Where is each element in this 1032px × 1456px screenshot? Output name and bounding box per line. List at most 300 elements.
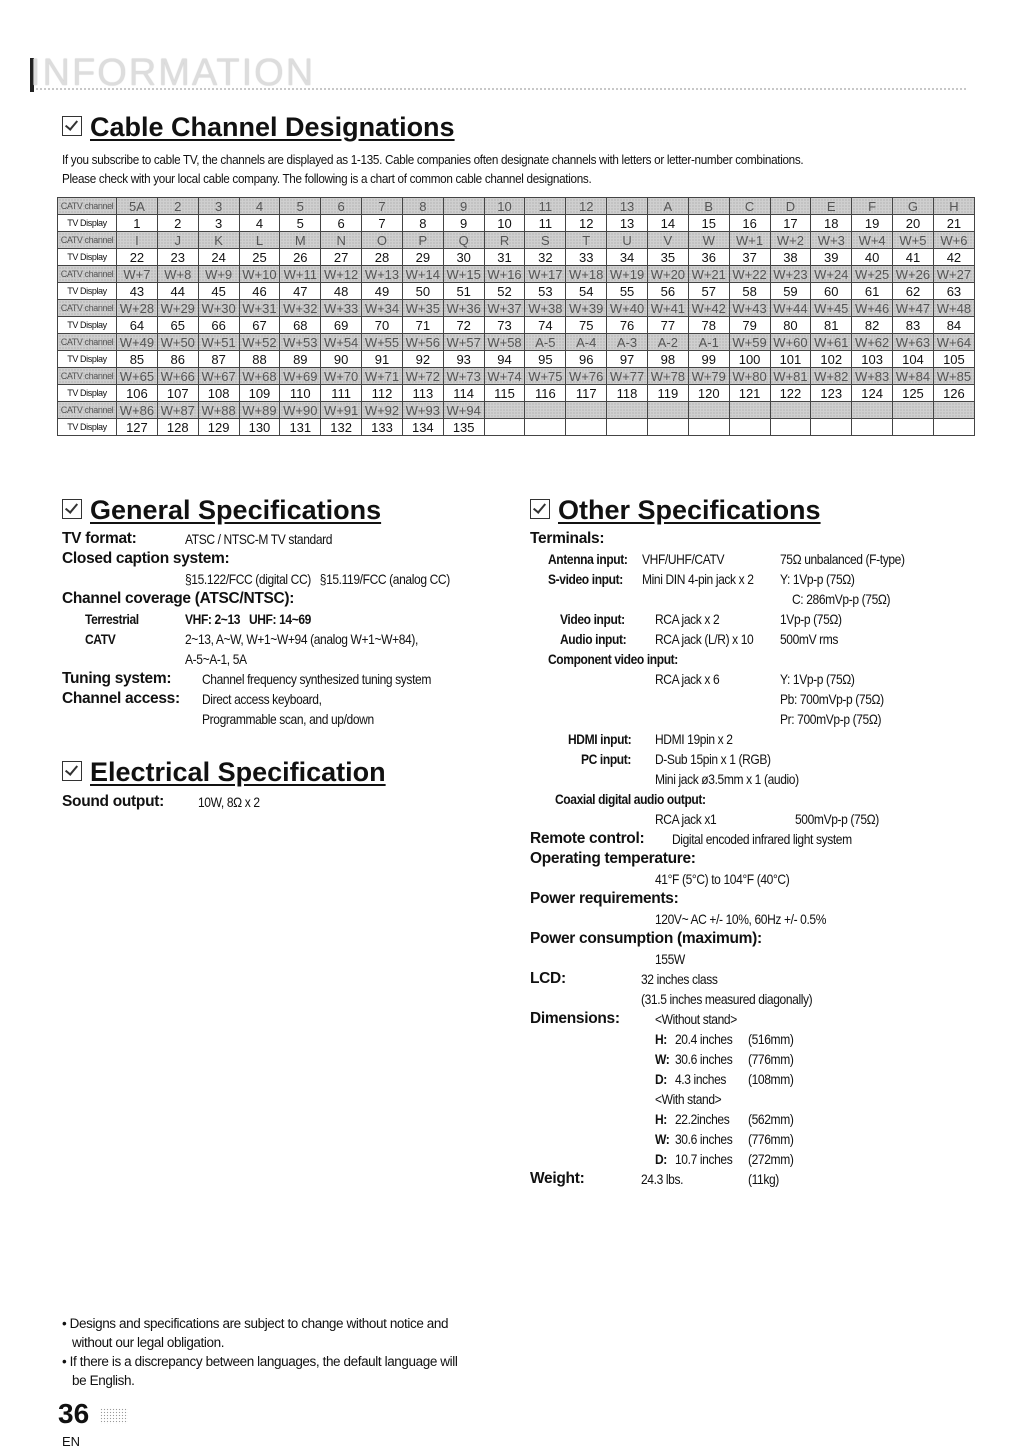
antenna-spec: 75Ω unbalanced (F-type)	[780, 551, 905, 567]
tv-display-cell: 81	[811, 317, 852, 334]
catv-channel-cell: W+15	[443, 266, 484, 283]
dim-inches: 20.4 inches	[675, 1031, 733, 1047]
catv-channel-cell: W+66	[157, 368, 198, 385]
temp-label: Operating temperature:	[530, 850, 696, 867]
tv-display-cell: 125	[893, 385, 934, 402]
catv-channel-cell	[484, 402, 525, 419]
catv-channel-cell: W+72	[402, 368, 443, 385]
video-label: Video input:	[560, 611, 625, 627]
tv-display-cell: 43	[117, 283, 158, 300]
tv-display-cell: 86	[157, 351, 198, 368]
tv-display-cell: 20	[893, 215, 934, 232]
tv-display-cell: 46	[239, 283, 280, 300]
catv-channel-cell	[647, 402, 688, 419]
catv-channel-cell: W+12	[321, 266, 362, 283]
catv-channel-cell: W+26	[893, 266, 934, 283]
catv-channel-cell: W+90	[280, 402, 321, 419]
catv-channel-cell: F	[852, 198, 893, 215]
tv-display-cell: 106	[117, 385, 158, 402]
catv-channel-cell: W+42	[688, 300, 729, 317]
catv-channel-cell: W+70	[321, 368, 362, 385]
catv-channel-cell: W+43	[729, 300, 770, 317]
lcd-value-1: 32 inches class	[641, 971, 718, 987]
tv-display-cell	[852, 419, 893, 436]
tv-display-cell: 94	[484, 351, 525, 368]
catv-channel-cell: W+86	[117, 402, 158, 419]
row-label: TV Display	[58, 317, 117, 334]
catv-channel-cell: W+80	[729, 368, 770, 385]
cc-label: Closed caption system:	[62, 550, 230, 567]
terrestrial-label: Terrestrial	[85, 611, 139, 627]
catv-channel-cell: 7	[362, 198, 403, 215]
tv-display-cell: 101	[770, 351, 811, 368]
tv-display-cell	[893, 419, 934, 436]
tv-display-cell: 61	[852, 283, 893, 300]
catv-channel-cell: W+30	[198, 300, 239, 317]
checkbox-icon	[62, 761, 82, 781]
tv-display-cell: 49	[362, 283, 403, 300]
catv-channel-cell: W+18	[566, 266, 607, 283]
tv-display-cell: 95	[525, 351, 566, 368]
svideo-value: Mini DIN 4-pin jack x 2	[642, 571, 754, 587]
catv-value-1: 2~13, A~W, W+1~W+94 (analog W+1~W+84),	[185, 631, 418, 647]
dim-inches: 22.2inches	[675, 1111, 730, 1127]
access-label: Channel access:	[62, 690, 180, 707]
tv-display-cell: 11	[525, 215, 566, 232]
tv-display-cell: 93	[443, 351, 484, 368]
catv-channel-cell: H	[933, 198, 974, 215]
tv-display-cell: 128	[157, 419, 198, 436]
catv-row	[58, 232, 975, 249]
catv-channel-cell: W+40	[607, 300, 648, 317]
tv-display-cell: 65	[157, 317, 198, 334]
catv-row	[58, 368, 975, 385]
tv-display-cell: 131	[280, 419, 321, 436]
catv-channel-cell: A-5	[525, 334, 566, 351]
catv-channel-cell: W+4	[852, 232, 893, 249]
tuning-label: Tuning system:	[62, 670, 172, 687]
tv-display-cell: 108	[198, 385, 239, 402]
catv-channel-cell: W+94	[443, 402, 484, 419]
sound-value: 10W, 8Ω x 2	[198, 794, 260, 810]
catv-channel-cell: W+82	[811, 368, 852, 385]
tv-display-cell	[484, 419, 525, 436]
catv-channel-cell: W+37	[484, 300, 525, 317]
catv-channel-cell: W+21	[688, 266, 729, 283]
tv-display-cell: 69	[321, 317, 362, 334]
access-value-1: Direct access keyboard,	[202, 691, 322, 707]
svideo-label: S-video input:	[548, 571, 623, 587]
catv-channel-cell: W+41	[647, 300, 688, 317]
catv-channel-cell: W+77	[607, 368, 648, 385]
note-line: without our legal obligation.	[62, 1335, 225, 1350]
catv-value-2: A-5~A-1, 5A	[185, 651, 247, 667]
row-label: TV Display	[58, 249, 117, 266]
catv-channel-cell: L	[239, 232, 280, 249]
cable-heading	[62, 112, 455, 143]
component-label: Component video input:	[548, 651, 678, 667]
dim-axis-label: H:	[655, 1031, 667, 1047]
catv-channel-cell: S	[525, 232, 566, 249]
catv-channel-cell: W+68	[239, 368, 280, 385]
catv-channel-cell: W+60	[770, 334, 811, 351]
catv-channel-cell: M	[280, 232, 321, 249]
catv-channel-cell: O	[362, 232, 403, 249]
catv-channel-cell	[525, 402, 566, 419]
access-value-2: Programmable scan, and up/down	[202, 711, 374, 727]
catv-channel-cell: 4	[239, 198, 280, 215]
tv-display-cell: 79	[729, 317, 770, 334]
tv-display-cell: 63	[933, 283, 974, 300]
other-heading-text: Other Specifications	[558, 495, 821, 525]
row-label: TV Display	[58, 419, 117, 436]
catv-channel-cell: T	[566, 232, 607, 249]
tv-display-cell: 133	[362, 419, 403, 436]
catv-channel-cell: U	[607, 232, 648, 249]
tv-display-cell: 52	[484, 283, 525, 300]
catv-channel-cell: A	[647, 198, 688, 215]
tv-display-cell: 124	[852, 385, 893, 402]
tv-display-cell: 33	[566, 249, 607, 266]
weight-value: 24.3 lbs.	[641, 1171, 684, 1187]
tv-display-cell: 134	[402, 419, 443, 436]
tv-display-cell: 37	[729, 249, 770, 266]
dim-axis-label: W:	[655, 1131, 670, 1147]
checkbox-icon	[530, 499, 550, 519]
antenna-value: VHF/UHF/CATV	[642, 551, 725, 567]
dim-axis-label: D:	[655, 1071, 667, 1087]
catv-channel-cell: W+69	[280, 368, 321, 385]
catv-channel-cell: W+93	[402, 402, 443, 419]
video-spec: 1Vp-p (75Ω)	[780, 611, 842, 627]
catv-channel-cell: W+56	[402, 334, 443, 351]
lcd-value-2: (31.5 inches measured diagonally)	[641, 991, 813, 1007]
catv-channel-cell: W+78	[647, 368, 688, 385]
catv-channel-cell: W+45	[811, 300, 852, 317]
catv-channel-cell: W+10	[239, 266, 280, 283]
tv-display-cell: 91	[362, 351, 403, 368]
electrical-heading	[62, 757, 386, 788]
catv-channel-cell: D	[770, 198, 811, 215]
tv-display-cell: 3	[198, 215, 239, 232]
tv-display-cell: 59	[770, 283, 811, 300]
tv-display-cell: 84	[933, 317, 974, 334]
catv-channel-cell: W+81	[770, 368, 811, 385]
tv-display-cell: 74	[525, 317, 566, 334]
row-label: TV Display	[58, 351, 117, 368]
tuning-value: Channel frequency synthesized tuning system	[202, 671, 431, 687]
catv-channel-cell: W+89	[239, 402, 280, 419]
tv-display-row	[58, 385, 975, 402]
catv-channel-cell: W+84	[893, 368, 934, 385]
row-label: CATV channel	[58, 198, 117, 215]
tv-display-cell: 71	[402, 317, 443, 334]
tv-display-row	[58, 351, 975, 368]
catv-channel-cell: W+85	[933, 368, 974, 385]
component-spec-1: Y: 1Vp-p (75Ω)	[780, 671, 855, 687]
catv-row	[58, 402, 975, 419]
tv-display-cell: 127	[117, 419, 158, 436]
tv-display-cell: 26	[280, 249, 321, 266]
catv-channel-cell: V	[647, 232, 688, 249]
tv-display-cell: 17	[770, 215, 811, 232]
catv-channel-cell: W+22	[729, 266, 770, 283]
catv-channel-cell: 3	[198, 198, 239, 215]
catv-channel-cell: W+83	[852, 368, 893, 385]
dim-mm: (108mm)	[748, 1071, 794, 1087]
row-label: CATV channel	[58, 232, 117, 249]
tv-display-cell: 97	[607, 351, 648, 368]
catv-channel-cell: W+55	[362, 334, 403, 351]
tv-display-cell: 99	[688, 351, 729, 368]
tv-display-cell: 70	[362, 317, 403, 334]
tv-display-cell: 27	[321, 249, 362, 266]
page-number: 36	[58, 1398, 90, 1429]
catv-channel-cell: W+59	[729, 334, 770, 351]
tv-display-cell: 15	[688, 215, 729, 232]
tv-display-cell: 7	[362, 215, 403, 232]
row-label: TV Display	[58, 283, 117, 300]
tv-display-cell	[647, 419, 688, 436]
catv-channel-cell: W+73	[443, 368, 484, 385]
tv-display-cell: 116	[525, 385, 566, 402]
catv-channel-cell: W+91	[321, 402, 362, 419]
catv-channel-cell: G	[893, 198, 934, 215]
tv-display-cell: 96	[566, 351, 607, 368]
tv-display-cell: 80	[770, 317, 811, 334]
audio-value: RCA jack (L/R) x 10	[655, 631, 754, 647]
tv-display-cell: 28	[362, 249, 403, 266]
tv-display-cell: 73	[484, 317, 525, 334]
tv-display-row	[58, 249, 975, 266]
tv-display-cell: 34	[607, 249, 648, 266]
catv-label: CATV	[85, 631, 116, 647]
catv-channel-cell: W+57	[443, 334, 484, 351]
tv-display-cell: 90	[321, 351, 362, 368]
coverage-label: Channel coverage (ATSC/NTSC):	[62, 590, 295, 607]
catv-channel-cell: W+16	[484, 266, 525, 283]
catv-channel-cell: W+39	[566, 300, 607, 317]
catv-channel-cell: W+51	[198, 334, 239, 351]
catv-channel-cell: W+9	[198, 266, 239, 283]
tv-display-cell: 110	[280, 385, 321, 402]
note-line: • Designs and specifications are subject to change without notice and	[62, 1316, 449, 1331]
sound-label: Sound output:	[62, 793, 164, 810]
catv-channel-cell: W+14	[402, 266, 443, 283]
tv-display-cell: 44	[157, 283, 198, 300]
tv-display-cell: 123	[811, 385, 852, 402]
catv-channel-cell: W+71	[362, 368, 403, 385]
tv-display-cell: 121	[729, 385, 770, 402]
tv-display-cell: 55	[607, 283, 648, 300]
catv-channel-cell: W+20	[647, 266, 688, 283]
catv-channel-cell: 9	[443, 198, 484, 215]
tv-display-cell: 135	[443, 419, 484, 436]
catv-channel-cell: B	[688, 198, 729, 215]
pc-value-1: D-Sub 15pin x 1 (RGB)	[655, 751, 771, 767]
tv-display-cell: 117	[566, 385, 607, 402]
pc-value-2: Mini jack ø3.5mm x 1 (audio)	[655, 771, 799, 787]
catv-channel-cell: Q	[443, 232, 484, 249]
catv-channel-cell: N	[321, 232, 362, 249]
tv-display-cell: 129	[198, 419, 239, 436]
catv-channel-cell: W+62	[852, 334, 893, 351]
tv-display-cell: 56	[647, 283, 688, 300]
tv-display-cell: 32	[525, 249, 566, 266]
catv-channel-cell: W+2	[770, 232, 811, 249]
tv-display-cell: 5	[280, 215, 321, 232]
other-heading	[530, 495, 821, 526]
tv-display-row	[58, 419, 975, 436]
catv-channel-cell	[607, 402, 648, 419]
tv-display-cell: 85	[117, 351, 158, 368]
catv-channel-cell: W+25	[852, 266, 893, 283]
tv-display-cell: 67	[239, 317, 280, 334]
terrestrial-value: VHF: 2~13 UHF: 14~69	[185, 611, 311, 627]
dim-mm: (272mm)	[748, 1151, 794, 1167]
weight-metric: (11kg)	[748, 1171, 779, 1187]
catv-row	[58, 198, 975, 215]
tv-display-cell: 68	[280, 317, 321, 334]
tv-display-cell: 18	[811, 215, 852, 232]
catv-channel-cell	[729, 402, 770, 419]
tv-display-cell: 107	[157, 385, 198, 402]
tv-display-cell: 35	[647, 249, 688, 266]
row-label: TV Display	[58, 215, 117, 232]
tv-display-cell: 118	[607, 385, 648, 402]
svideo-spec-1: Y: 1Vp-p (75Ω)	[780, 571, 855, 587]
weight-label: Weight:	[530, 1170, 585, 1187]
catv-channel-cell	[811, 402, 852, 419]
tv-display-cell	[525, 419, 566, 436]
catv-channel-cell: 5A	[117, 198, 158, 215]
svideo-spec-2: C: 286mVp-p (75Ω)	[792, 591, 891, 607]
catv-channel-cell: W+79	[688, 368, 729, 385]
tv-display-cell: 1	[117, 215, 158, 232]
row-label: CATV channel	[58, 334, 117, 351]
tv-display-cell: 50	[402, 283, 443, 300]
video-value: RCA jack x 2	[655, 611, 720, 627]
tv-display-cell: 54	[566, 283, 607, 300]
tv-display-cell	[566, 419, 607, 436]
catv-channel-cell: 12	[566, 198, 607, 215]
catv-channel-cell: W+74	[484, 368, 525, 385]
tv-display-cell: 30	[443, 249, 484, 266]
catv-channel-cell: W+11	[280, 266, 321, 283]
tv-display-cell: 16	[729, 215, 770, 232]
catv-row	[58, 300, 975, 317]
tv-display-cell: 115	[484, 385, 525, 402]
catv-channel-cell: W+34	[362, 300, 403, 317]
remote-label: Remote control:	[530, 830, 645, 847]
tv-display-cell: 83	[893, 317, 934, 334]
tv-display-cell: 122	[770, 385, 811, 402]
catv-channel-cell: W+36	[443, 300, 484, 317]
catv-channel-cell: W+23	[770, 266, 811, 283]
tv-display-cell: 76	[607, 317, 648, 334]
tv-display-cell	[607, 419, 648, 436]
hdmi-label: HDMI input:	[568, 731, 632, 747]
note-line: be English.	[62, 1373, 135, 1388]
catv-channel-cell: 5	[280, 198, 321, 215]
tv-display-cell: 47	[280, 283, 321, 300]
catv-channel-cell: W+27	[933, 266, 974, 283]
tv-display-cell	[729, 419, 770, 436]
dim-with-stand: <With stand>	[655, 1091, 722, 1107]
catv-channel-cell	[893, 402, 934, 419]
tv-display-cell	[770, 419, 811, 436]
cable-channel-table	[57, 197, 975, 436]
catv-channel-cell: W+76	[566, 368, 607, 385]
tv-display-cell: 102	[811, 351, 852, 368]
catv-channel-cell: W+64	[933, 334, 974, 351]
tv-display-cell	[811, 419, 852, 436]
catv-row	[58, 266, 975, 283]
tv-display-cell: 29	[402, 249, 443, 266]
page-number-decoration	[100, 1408, 128, 1424]
tv-display-cell: 22	[117, 249, 158, 266]
tv-display-cell: 100	[729, 351, 770, 368]
catv-channel-cell: W	[688, 232, 729, 249]
tv-display-cell: 62	[893, 283, 934, 300]
catv-row	[58, 334, 975, 351]
tv-display-cell: 111	[321, 385, 362, 402]
tv-display-cell: 66	[198, 317, 239, 334]
coax-value: RCA jack x1	[655, 811, 717, 827]
tv-display-cell: 88	[239, 351, 280, 368]
tv-display-cell: 58	[729, 283, 770, 300]
catv-channel-cell: I	[117, 232, 158, 249]
catv-channel-cell: R	[484, 232, 525, 249]
component-spec-2: Pb: 700mVp-p (75Ω)	[780, 691, 884, 707]
title-divider	[36, 88, 966, 90]
catv-channel-cell: W+19	[607, 266, 648, 283]
tv-display-cell: 48	[321, 283, 362, 300]
tv-display-cell: 9	[443, 215, 484, 232]
power-req-label: Power requirements:	[530, 890, 679, 907]
tv-display-cell: 92	[402, 351, 443, 368]
lcd-label: LCD:	[530, 970, 566, 987]
tv-format-value: ATSC / NTSC-M TV standard	[185, 531, 333, 547]
tv-display-cell: 87	[198, 351, 239, 368]
tv-display-cell: 112	[362, 385, 403, 402]
power-req-value: 120V~ AC +/- 10%, 60Hz +/- 0.5%	[655, 911, 827, 927]
electrical-heading-text: Electrical Specification	[90, 757, 386, 787]
tv-display-cell: 64	[117, 317, 158, 334]
tv-display-cell: 120	[688, 385, 729, 402]
tv-display-cell: 60	[811, 283, 852, 300]
catv-channel-cell: W+6	[933, 232, 974, 249]
tv-display-row	[58, 317, 975, 334]
catv-channel-cell	[852, 402, 893, 419]
dim-inches: 10.7 inches	[675, 1151, 733, 1167]
tv-display-cell: 24	[198, 249, 239, 266]
antenna-label: Antenna input:	[548, 551, 628, 567]
catv-channel-cell: W+31	[239, 300, 280, 317]
tv-display-row	[58, 215, 975, 232]
tv-display-cell: 6	[321, 215, 362, 232]
dim-inches: 30.6 inches	[675, 1051, 733, 1067]
tv-display-cell: 23	[157, 249, 198, 266]
catv-channel-cell: W+63	[893, 334, 934, 351]
power-cons-value: 155W	[655, 951, 685, 967]
catv-channel-cell: W+87	[157, 402, 198, 419]
cable-intro-2: Please check with your local cable company. The following is a chart of common cable channel designations.	[62, 171, 592, 186]
tv-display-cell: 21	[933, 215, 974, 232]
cable-heading-text: Cable Channel Designations	[90, 112, 455, 142]
tv-display-cell: 82	[852, 317, 893, 334]
catv-channel-cell: W+8	[157, 266, 198, 283]
